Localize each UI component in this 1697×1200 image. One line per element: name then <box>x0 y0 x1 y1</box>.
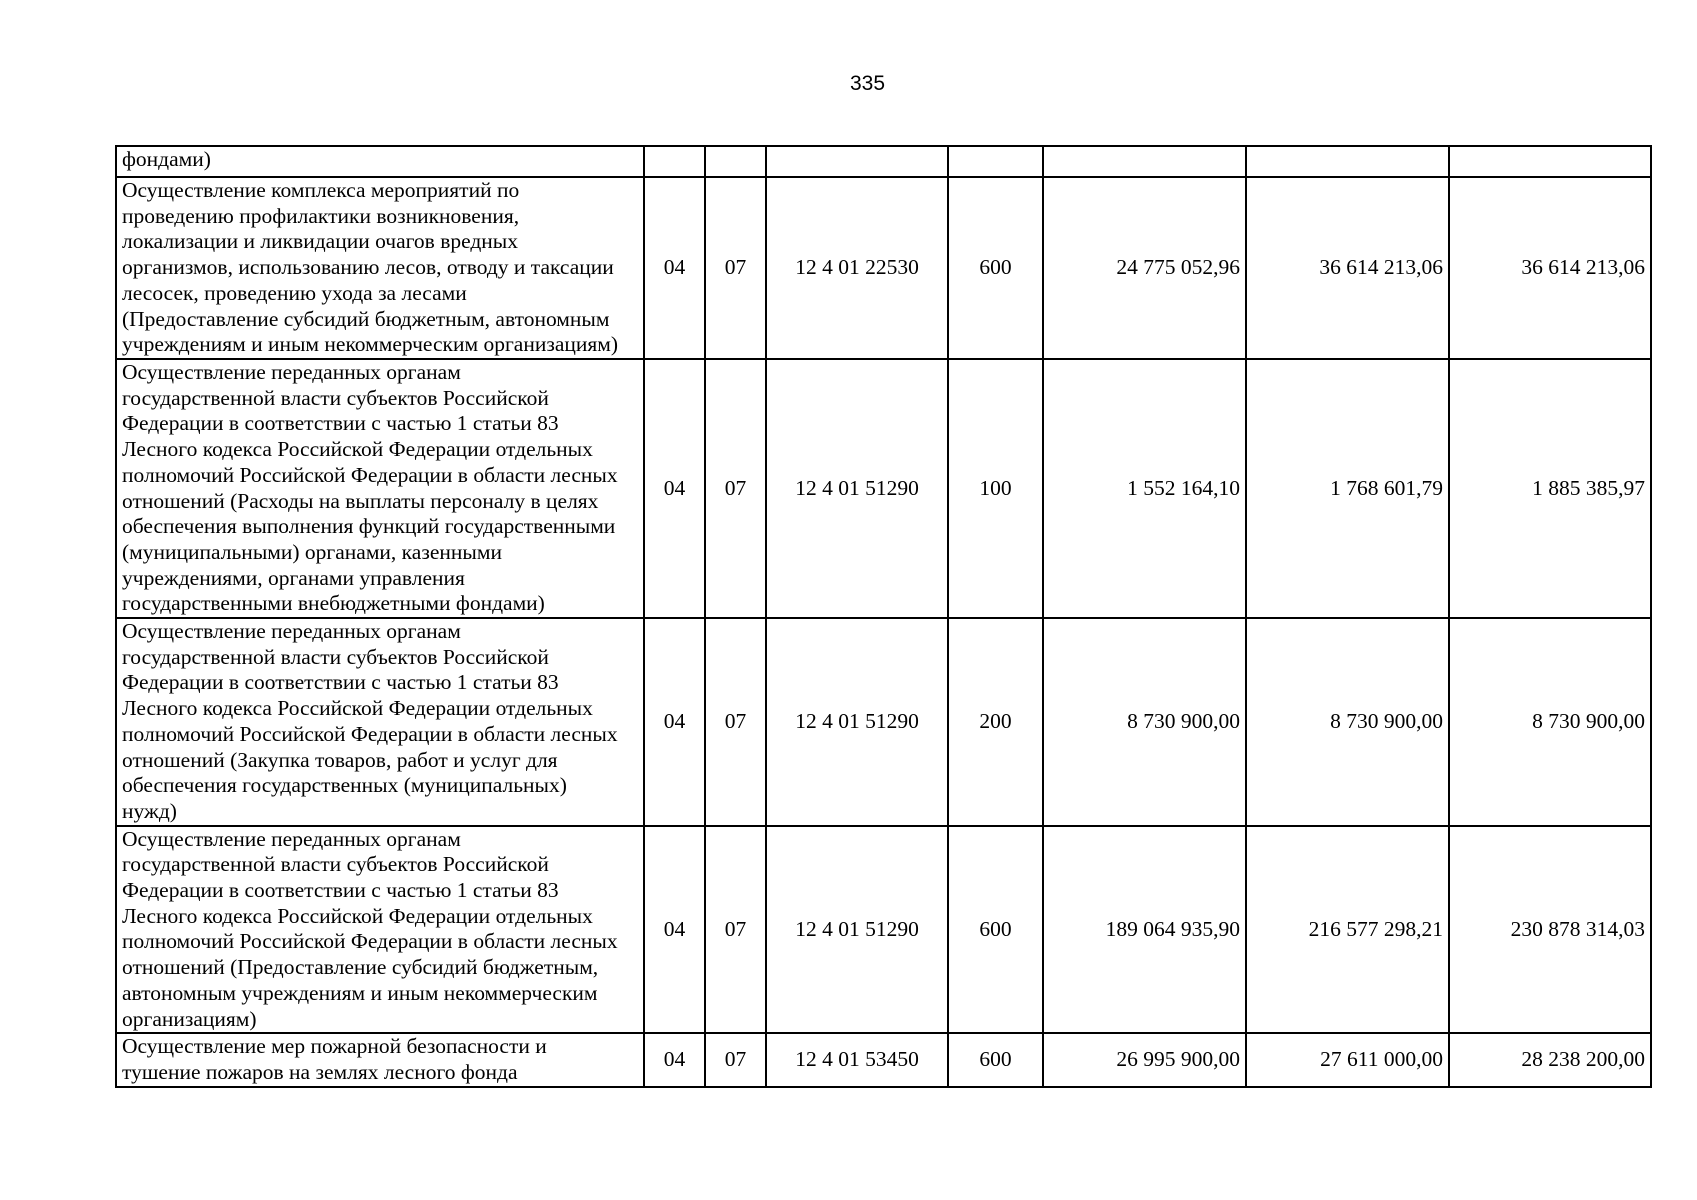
description-line: отношений (Расходы на выплаты персоналу в целях <box>122 488 599 513</box>
amount-year-3: 230 878 314,03 <box>1449 826 1651 1034</box>
target-article-code: 12 4 01 51290 <box>766 618 948 826</box>
description-line: автономным учреждениям и иным некоммерческим <box>122 980 598 1005</box>
amount-year-1 <box>1043 146 1246 177</box>
budget-table <box>115 145 1652 1088</box>
expense-type-code: 100 <box>948 359 1043 618</box>
description-line: учреждениям и иным некоммерческим организациям) <box>122 332 619 357</box>
description-line: тушение пожаров на землях лесного фонда <box>122 1059 518 1084</box>
table-row <box>116 826 1651 1034</box>
row-description <box>116 146 644 177</box>
subsection-code: 07 <box>705 177 766 359</box>
description-line: государственной власти субъектов Российской <box>122 852 549 877</box>
table-row <box>116 146 1651 177</box>
target-article-code <box>766 146 948 177</box>
description-line: государственной власти субъектов Российской <box>122 385 549 410</box>
description-line: Лесного кодекса Российской Федерации отдельных <box>122 437 593 462</box>
expense-type-code: 600 <box>948 177 1043 359</box>
section-code: 04 <box>644 177 705 359</box>
description-line: Осуществление переданных органам <box>122 826 461 851</box>
description-line: Лесного кодекса Российской Федерации отдельных <box>122 696 593 721</box>
description-line: государственной власти субъектов Российской <box>122 644 549 669</box>
amount-year-3: 36 614 213,06 <box>1449 177 1651 359</box>
amount-year-2: 27 611 000,00 <box>1246 1033 1449 1086</box>
description-line: лесосек, проведению ухода за лесами <box>122 280 467 305</box>
description-line: отношений (Закупка товаров, работ и услуг для <box>122 747 558 772</box>
amount-year-2 <box>1246 146 1449 177</box>
amount-year-2: 36 614 213,06 <box>1246 177 1449 359</box>
section-code: 04 <box>644 618 705 826</box>
row-description <box>116 359 644 618</box>
amount-year-1: 8 730 900,00 <box>1043 618 1246 826</box>
description-line: полномочий Российской Федерации в области лесных <box>122 929 618 954</box>
description-line: организмов, использованию лесов, отводу и таксации <box>122 255 614 280</box>
expense-type-code <box>948 146 1043 177</box>
subsection-code: 07 <box>705 618 766 826</box>
amount-year-2: 8 730 900,00 <box>1246 618 1449 826</box>
subsection-code: 07 <box>705 1033 766 1086</box>
description-line: организациям) <box>122 1006 257 1031</box>
description-line: Федерации в соответствии с частью 1 статьи 83 <box>122 670 559 695</box>
description-line: нужд) <box>122 798 177 823</box>
description-line: отношений (Предоставление субсидий бюджетным, <box>122 955 599 980</box>
amount-year-1: 1 552 164,10 <box>1043 359 1246 618</box>
table-row <box>116 1033 1651 1086</box>
section-code <box>644 146 705 177</box>
target-article-code: 12 4 01 22530 <box>766 177 948 359</box>
section-code: 04 <box>644 359 705 618</box>
table-row <box>116 177 1651 359</box>
description-line: фондами) <box>122 147 211 171</box>
amount-year-1: 24 775 052,96 <box>1043 177 1246 359</box>
subsection-code: 07 <box>705 826 766 1034</box>
description-line: Осуществление мер пожарной безопасности и <box>122 1034 547 1059</box>
description-line: (Предоставление субсидий бюджетным, автономным <box>122 306 610 331</box>
row-description <box>116 1033 644 1086</box>
expense-type-code: 600 <box>948 1033 1043 1086</box>
description-line: обеспечения выполнения функций государственными <box>122 514 616 539</box>
amount-year-3 <box>1449 146 1651 177</box>
description-line: учреждениями, органами управления <box>122 565 465 590</box>
section-code: 04 <box>644 1033 705 1086</box>
amount-year-3: 8 730 900,00 <box>1449 618 1651 826</box>
description-line: Лесного кодекса Российской Федерации отдельных <box>122 903 593 928</box>
description-line: Федерации в соответствии с частью 1 статьи 83 <box>122 878 559 903</box>
amount-year-2: 1 768 601,79 <box>1246 359 1449 618</box>
section-code: 04 <box>644 826 705 1034</box>
row-description <box>116 826 644 1034</box>
target-article-code: 12 4 01 51290 <box>766 826 948 1034</box>
description-line: (муниципальными) органами, казенными <box>122 539 502 564</box>
amount-year-3: 28 238 200,00 <box>1449 1033 1651 1086</box>
table-row <box>116 618 1651 826</box>
row-description <box>116 618 644 826</box>
target-article-code: 12 4 01 53450 <box>766 1033 948 1086</box>
description-line: Осуществление комплекса мероприятий по <box>122 178 520 202</box>
description-line: Осуществление переданных органам <box>122 619 461 644</box>
page-number: 335 <box>849 72 886 95</box>
target-article-code: 12 4 01 51290 <box>766 359 948 618</box>
expense-type-code: 200 <box>948 618 1043 826</box>
description-line: полномочий Российской Федерации в области лесных <box>122 721 618 746</box>
subsection-code <box>705 146 766 177</box>
expense-type-code: 600 <box>948 826 1043 1034</box>
description-line: локализации и ликвидации очагов вредных <box>122 229 518 254</box>
description-line: Федерации в соответствии с частью 1 статьи 83 <box>122 411 559 436</box>
description-line: Осуществление переданных органам <box>122 360 461 384</box>
description-line: проведению профилактики возникновения, <box>122 203 520 228</box>
amount-year-1: 189 064 935,90 <box>1043 826 1246 1034</box>
amount-year-1: 26 995 900,00 <box>1043 1033 1246 1086</box>
amount-year-3: 1 885 385,97 <box>1449 359 1651 618</box>
subsection-code: 07 <box>705 359 766 618</box>
description-line: обеспечения государственных (муниципальных) <box>122 773 567 798</box>
description-line: государственными внебюджетными фондами) <box>122 591 545 616</box>
description-line: полномочий Российской Федерации в области лесных <box>122 462 618 487</box>
amount-year-2: 216 577 298,21 <box>1246 826 1449 1034</box>
table-row <box>116 359 1651 618</box>
row-description <box>116 177 644 359</box>
